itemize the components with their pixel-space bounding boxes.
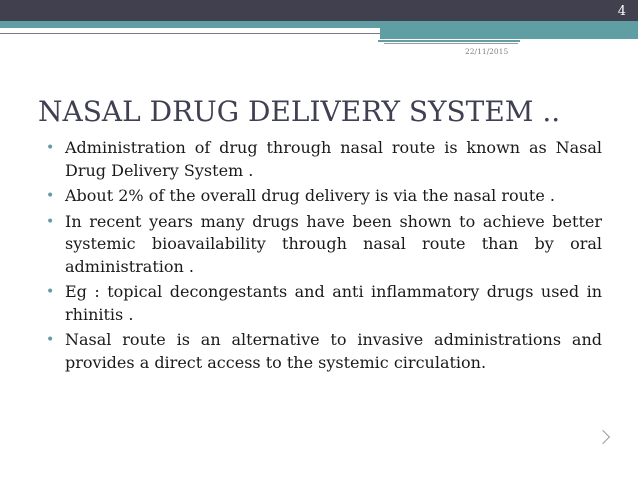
bullet-text: Eg : topical decongestants and anti inflammatory drugs used in rhinitis . — [65, 282, 602, 324]
bullet-icon: • — [46, 332, 55, 348]
header-divider-line-grey — [384, 43, 518, 44]
list-item — [46, 211, 602, 279]
bullet-text: In recent years many drugs have been shown to achieve better systemic bioavailability through nasal route than by oral administration . — [65, 211, 602, 276]
list-item — [46, 281, 602, 326]
bullet-icon: • — [46, 188, 55, 204]
bullet-text: Administration of drug through nasal route is known as Nasal Drug Delivery System . — [65, 138, 602, 180]
list-item — [46, 185, 602, 208]
slide-date: 22/11/2015 — [465, 47, 509, 56]
bullet-text: Nasal route is an alternative to invasive administrations and provides a direct access to the systemic circulation. — [65, 330, 602, 372]
header-accent-strip-right — [380, 21, 638, 39]
corner-chevron-icon — [596, 430, 610, 444]
list-item — [46, 329, 602, 374]
bullet-icon: • — [46, 284, 55, 300]
header-band — [0, 0, 638, 21]
slide-title: NASAL DRUG DELIVERY SYSTEM .. — [38, 95, 561, 128]
bullet-icon: • — [46, 213, 55, 230]
bullet-text: About 2% of the overall drug delivery is via the nasal route . — [65, 186, 555, 205]
bullet-list — [46, 137, 602, 377]
list-item — [46, 137, 602, 182]
slide-number: 4 — [617, 4, 626, 19]
bullet-icon: • — [46, 140, 55, 156]
header-divider-line — [0, 33, 380, 34]
header-divider-line-teal — [378, 40, 520, 42]
